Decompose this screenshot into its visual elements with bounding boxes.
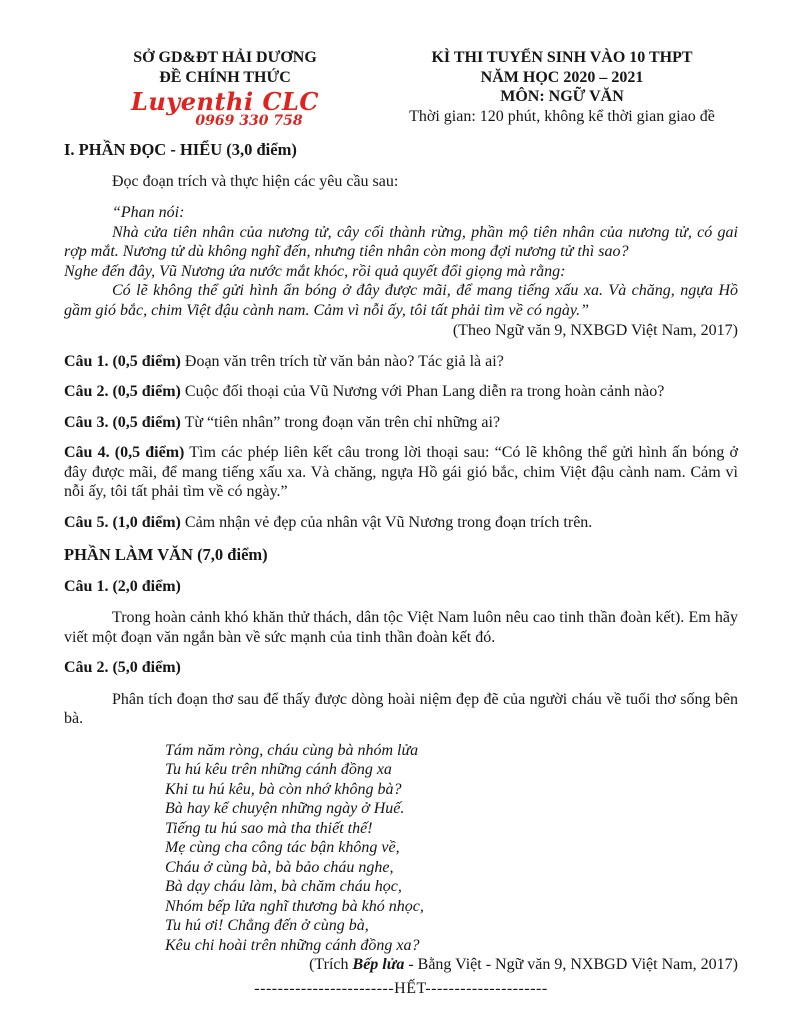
writing-q2-label-row (64, 658, 738, 678)
quote-line: Có lẽ không thể gửi hình ẩn bóng ở đây được mãi, để mang tiếng xấu xa. Và chăng, ngựa Hồ gầm gió bắc, chim Việt đậu cành nam. Cảm vì nỗi ấy, tôi tất phải tìm về có ngày.” (64, 282, 738, 319)
poem-bep-lua (165, 741, 738, 956)
poem-source-prefix: (Trích (309, 956, 353, 974)
question-3-text: Từ “tiên nhân” trong đoạn văn trên chỉ những ai? (180, 413, 501, 431)
question-5-text: Cảm nhận vẻ đẹp của nhân vật Vũ Nương trong đoạn trích trên. (180, 513, 593, 531)
question-5-label: Câu 5. (1,0 điểm) (64, 513, 181, 531)
reading-section-title: I. PHẦN ĐỌC - HIỂU (3,0 điểm) (64, 139, 297, 159)
question-3-label: Câu 3. (0,5 điểm) (64, 413, 181, 431)
poem-line: Tu hú kêu trên những cánh đồng xa (165, 761, 392, 779)
document-header (64, 48, 738, 130)
question-1-text: Đoạn văn trên trích từ văn bản nào? Tác giả là ai? (180, 352, 504, 370)
poem-line: Tiếng tu hú sao mà tha thiết thế! (165, 819, 373, 837)
question-2-text: Cuộc đối thoại của Vũ Nương với Phan Lang diễn ra trong hoàn cảnh nào? (180, 383, 665, 401)
writing-q2-label: Câu 2. (5,0 điểm) (64, 659, 181, 677)
writing-q1-label: Câu 1. (2,0 điểm) (64, 577, 181, 595)
poem-line: Khi tu hú kêu, bà còn nhớ không bà? (165, 780, 402, 798)
writing-section-title: PHẦN LÀM VĂN (7,0 điểm) (64, 545, 268, 565)
poem-source (64, 955, 738, 975)
question-2-label: Câu 2. (0,5 điểm) (64, 383, 181, 401)
question-3 (64, 413, 738, 433)
question-1 (64, 352, 738, 372)
writing-q1-label-row (64, 577, 738, 597)
header-left-block (64, 48, 386, 130)
question-4 (64, 443, 738, 502)
poem-line: Bà dạy cháu làm, bà chăm cháu học, (165, 878, 402, 896)
exam-name: KÌ THI TUYỂN SINH VÀO 10 THPT (431, 49, 693, 66)
writing-q1-text: Trong hoàn cảnh khó khăn thử thách, dân tộc Việt Nam luôn nêu cao tinh thần đoàn kết). Em hãy viết một đoạn văn ngắn bàn về sức mạnh của tinh thần đoàn kết đó. (64, 609, 738, 646)
poem-line: Tu hú ơi! Chẳng đến ở cùng bà, (165, 917, 369, 935)
exam-duration: Thời gian: 120 phút, không kể thời gian giao đề (409, 107, 715, 125)
poem-source-title: Bếp lửa (352, 956, 405, 974)
department-name: SỞ GD&ĐT HẢI DƯƠNG (133, 49, 317, 66)
poem-line: Kêu chi hoài trên những cánh đồng xa? (165, 936, 420, 954)
poem-line: Bà hay kể chuyện những ngày ở Huế. (165, 800, 405, 818)
question-4-text: Tìm các phép liên kết câu trong lời thoại sau: “Có lẽ không thể gửi hình ấn bóng ở đây được mãi, để mang tiếng xấu xa. Và chăng, ngựa Hồ gái gió bắc, chim Việt đậu cành nam. Cảm vì nỗi ấy, tôi tất phải tìm về có ngày.” (64, 444, 738, 501)
quote-line: Nhà cửa tiên nhân của nương tử, cây cối thành rừng, phần mộ tiên nhân của nương tử, có gai rợp mắt. Nương tử dù không nghĩ đến, nhưng tiên nhân còn mong đợi nương tử thì sao? (64, 223, 738, 261)
poem-source-suffix: - Bằng Việt - Ngữ văn 9, NXBGD Việt Nam, 2017) (404, 956, 738, 974)
quote-line: “Phan nói: (112, 204, 185, 222)
quote-line: Nghe đến đây, Vũ Nương ứa nước mắt khóc, rồi quả quyết đổi giọng mà rằng: (64, 262, 566, 280)
logo-phone-number: 0969 330 758 (195, 113, 303, 130)
poem-line: Mẹ cùng cha công tác bận không về, (165, 839, 400, 857)
poem-line: Cháu ở cùng bà, bà bảo cháu nghe, (165, 858, 394, 876)
reading-intro: Đọc đoạn trích và thực hiện các yêu cầu sau: (112, 172, 399, 190)
luyenthi-clc-logo: Luyenthi CLC (130, 87, 320, 117)
question-2 (64, 382, 738, 402)
question-5 (64, 513, 738, 533)
subject-name: MÔN: NGỮ VĂN (500, 88, 624, 106)
exam-status: ĐỀ CHÍNH THỨC (159, 68, 291, 86)
quote-source: (Theo Ngữ văn 9, NXBGD Việt Nam, 2017) (452, 322, 738, 340)
question-4-label: Câu 4. (0,5 điểm) (64, 444, 185, 462)
poem-line: Tám năm ròng, cháu cùng bà nhóm lửa (165, 741, 419, 759)
poem-line: Nhóm bếp lửa nghĩ thương bà khó nhọc, (165, 897, 424, 915)
writing-q2-text: Phân tích đoạn thơ sau để thấy được dòng hoài niệm đẹp đẽ của người cháu về tuổi thơ sống bên bà. (64, 690, 738, 728)
school-year: NĂM HỌC 2020 – 2021 (480, 68, 644, 86)
question-1-label: Câu 1. (0,5 điểm) (64, 352, 181, 370)
header-right-block (386, 48, 738, 130)
end-marker: ------------------------HẾT--------------------- (254, 979, 548, 997)
quote-block (64, 203, 738, 320)
